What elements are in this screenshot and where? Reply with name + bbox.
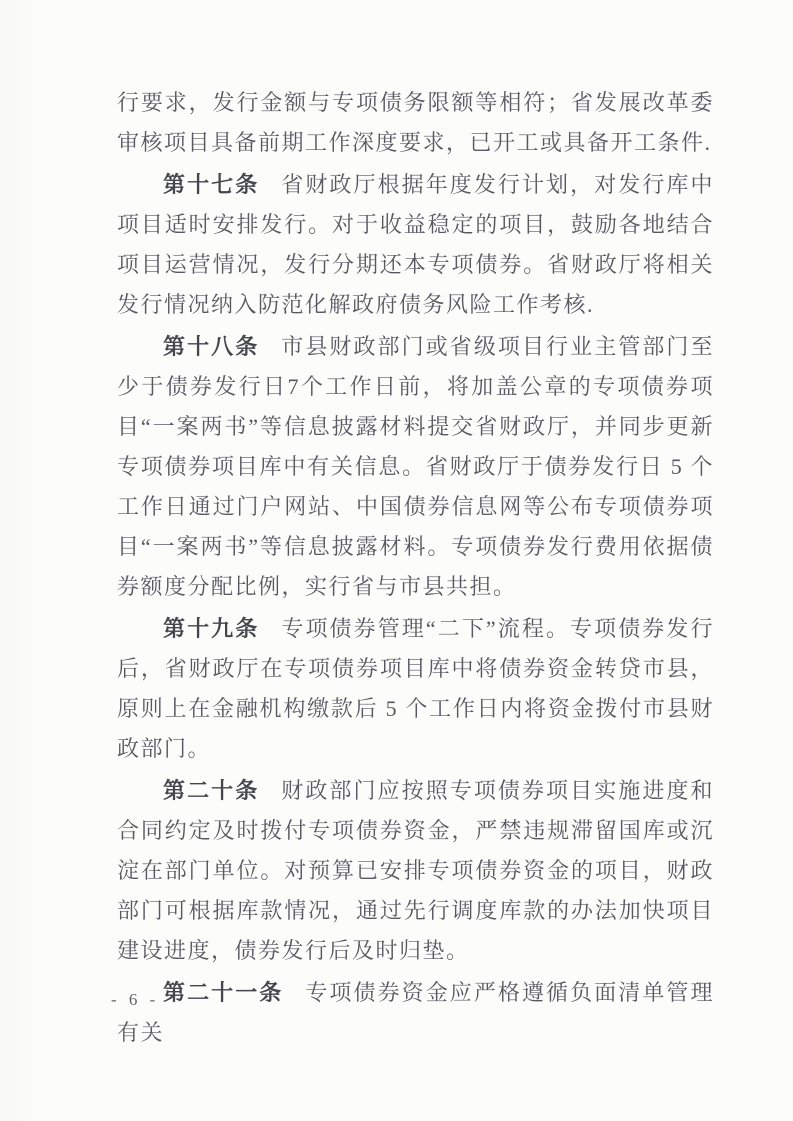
paragraph-article-18 xyxy=(117,327,714,607)
paragraph-text: 省财政厅根据年度发行计划，对发行库中项目适时安排发行。对于收益稳定的项目，鼓励各地结合项目运营情况，发行分期还本专项债券。省财政厅将相关发行情况纳入防范化解政府债务风险工作考核. xyxy=(117,172,714,317)
paragraph-article-21 xyxy=(117,973,714,1053)
paragraph-text: 财政部门应按照专项债券项目实施进度和合同约定及时拨付专项债券资金，严禁违规滞留国库或沉淀在部门单位。对预算已安排专项债券资金的项目，财政部门可根据库款情况，通过先行调度库款的办法加快项目建设进度，债券发行后及时归垫。 xyxy=(117,778,714,963)
article-18-label: 第十八条 xyxy=(163,334,260,359)
article-20-label: 第二十条 xyxy=(163,778,260,803)
paragraph-text: 行要求，发行金额与专项债务限额等相符；省发展改革委审核项目具备前期工作深度要求，已开工或具备开工条件. xyxy=(117,90,714,155)
paragraph-article-20 xyxy=(117,771,714,971)
paragraph-text: 市县财政部门或省级项目行业主管部门至少于债券发行日7个工作日前，将加盖公章的专项债券项目“一案两书”等信息披露材料提交省财政厅，并同步更新专项债券项目库中有关信息。省财政厅于债券发行日 5 个工作日通过门户网站、中国债券信息网等公布专项债券项目“一案两书”等信息披露材料。专项债券发行费用依据债券额度分配比例，实行省与市县共担。 xyxy=(117,334,714,599)
document-body xyxy=(117,83,714,1055)
paragraph-text: 专项债券管理“二下”流程。专项债券发行后，省财政厅在专项债券项目库中将债券资金转贷市县，原则上在金融机构缴款后 5 个工作日内将资金拨付市县财政部门。 xyxy=(117,616,714,761)
article-17-label: 第十七条 xyxy=(163,172,260,197)
article-19-label: 第十九条 xyxy=(163,616,260,641)
paragraph-article-19 xyxy=(117,609,714,769)
paragraph-article-17 xyxy=(117,165,714,325)
article-21-label: 第二十一条 xyxy=(163,980,284,1005)
paragraph-continuation xyxy=(117,83,714,163)
paragraph-text: 专项债券资金应严格遵循负面清单管理有关 xyxy=(117,980,714,1045)
page-number: - 6 - xyxy=(111,990,160,1009)
